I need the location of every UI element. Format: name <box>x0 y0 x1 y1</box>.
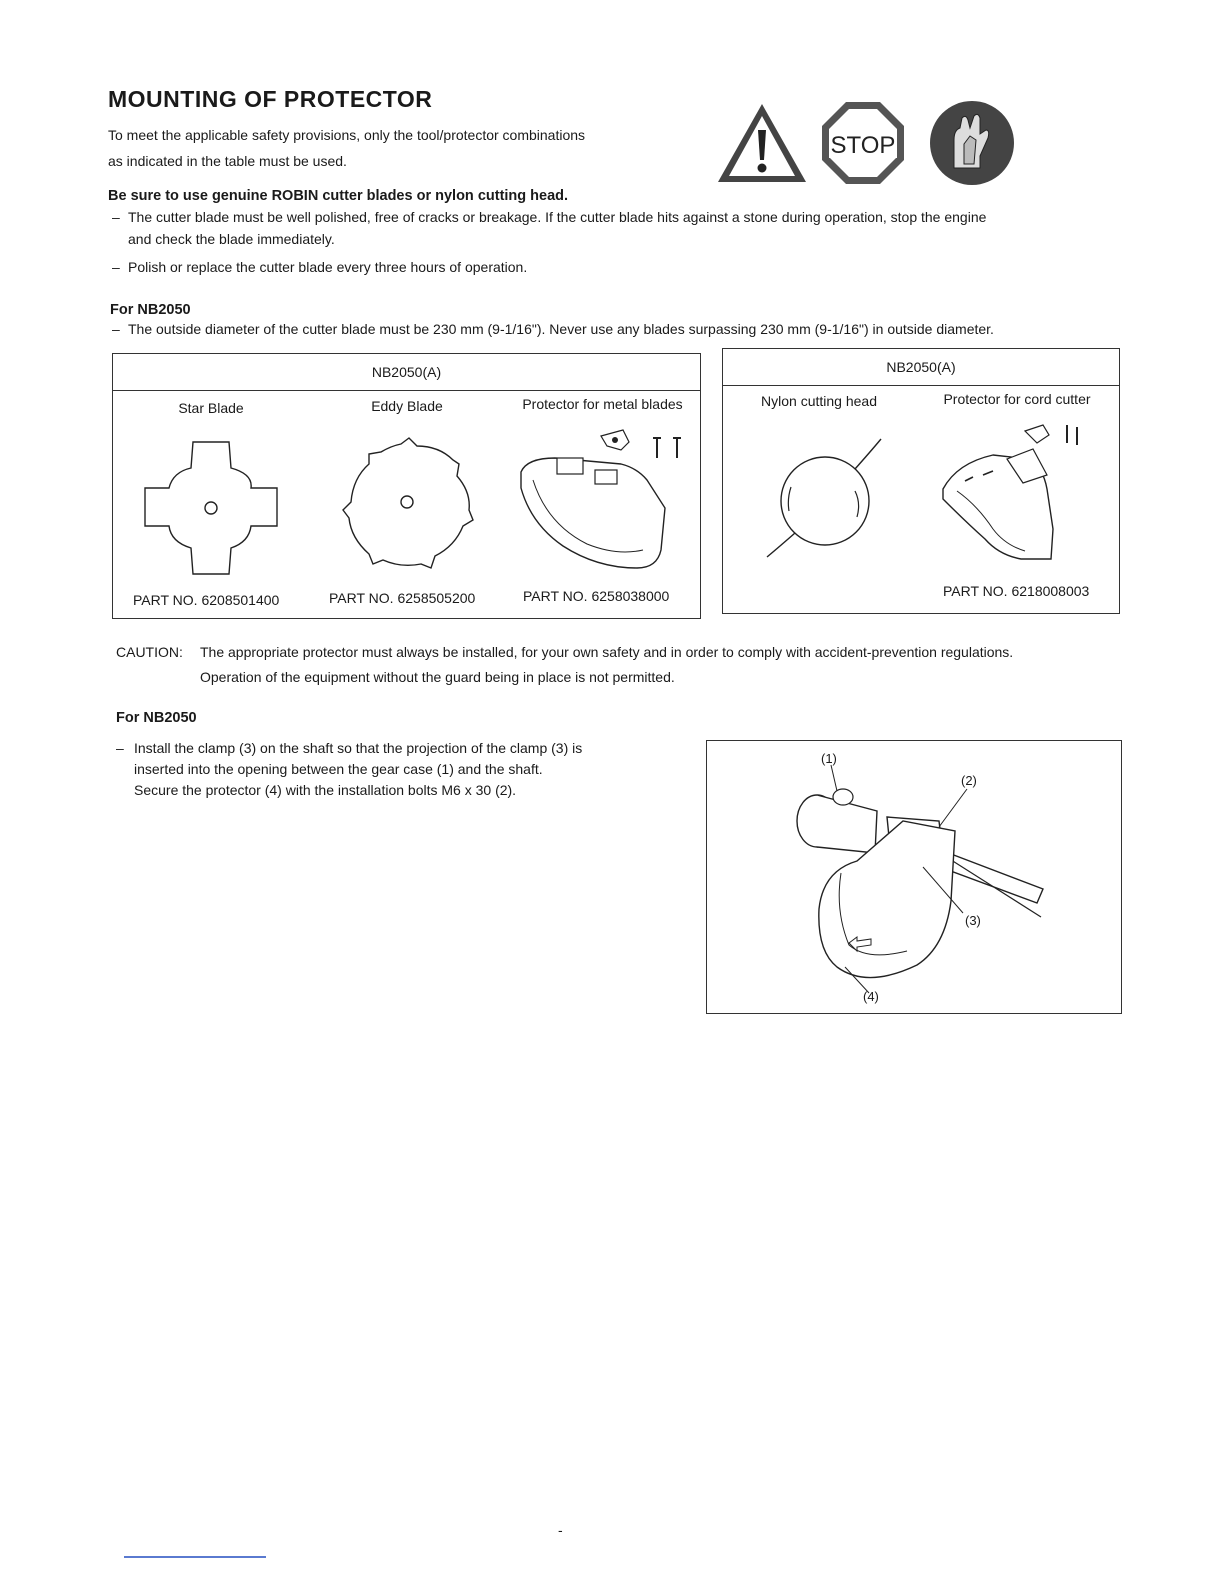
part-number-eddy-blade: PART NO. 6258505200 <box>329 590 476 606</box>
callout-4: (4) <box>863 989 879 1004</box>
parts-table-metal-blades <box>112 353 701 619</box>
safety-icons <box>718 100 1018 193</box>
bullet-line-2: and check the blade immediately. <box>128 231 335 247</box>
column-label-protector-cord: Protector for cord cutter <box>943 391 1091 407</box>
bullet-polish: – Polish or replace the cutter blade every three hours of operation. <box>112 259 528 275</box>
caution-label: CAUTION: <box>116 644 183 660</box>
stop-sign-icon <box>822 102 904 184</box>
gloves-icon <box>930 101 1014 185</box>
column-label-star-blade: Star Blade <box>178 400 244 416</box>
page-mark: - <box>558 1522 563 1538</box>
genuine-parts-notice: Be sure to use genuine ROBIN cutter blades or nylon cutting head. <box>108 188 569 204</box>
section-heading-nb2050-install: For NB2050 <box>116 710 197 726</box>
installation-diagram <box>706 740 1122 1014</box>
diameter-note-text: The outside diameter of the cutter blade must be 230 mm (9-1/16"). Never use any blades surpassing 230 mm (9-1/16") in outside diameter. <box>128 321 994 337</box>
diameter-note: – The outside diameter of the cutter blade must be 230 mm (9-1/16"). Never use any blades surpassing 230 mm (9-1/16") in outside diameter. <box>112 321 994 337</box>
bullet-blade-condition: – The cutter blade must be well polished, free of cracks or breakage. If the cutter blade hits against a stone during operation, stop the engine and check the blade immediately. <box>112 206 1112 250</box>
stop-text: STOP <box>830 132 896 159</box>
footer-rule <box>124 1556 266 1558</box>
table-header: NB2050(A) <box>113 354 700 391</box>
bullet-line-1: Polish or replace the cutter blade every three hours of operation. <box>128 259 528 275</box>
nylon-cutting-head-image <box>763 435 893 565</box>
caution-notice <box>116 640 1013 690</box>
parts-table-nylon-head <box>722 348 1120 614</box>
cord-cutter-protector-image <box>937 419 1107 569</box>
intro-line-2: as indicated in the table must be used. <box>108 153 347 169</box>
eddy-blade-image <box>339 436 479 576</box>
metal-blade-protector-image <box>517 428 693 578</box>
install-line-3: Secure the protector (4) with the installation bolts M6 x 30 (2). <box>134 782 517 798</box>
table-header: NB2050(A) <box>723 349 1119 386</box>
page-title: MOUNTING OF PROTECTOR <box>108 86 433 112</box>
callout-1: (1) <box>821 751 837 766</box>
installation-drawing <box>707 741 1121 1013</box>
column-label-nylon-head: Nylon cutting head <box>761 393 877 409</box>
star-blade-image <box>141 438 281 578</box>
part-number-protector-cord: PART NO. 6218008003 <box>943 583 1090 599</box>
install-line-2: inserted into the opening between the gear case (1) and the shaft. <box>134 761 543 777</box>
bullet-line-1: The cutter blade must be well polished, free of cracks or breakage. If the cutter blade hits against a stone during operation, stop the engine <box>128 209 987 225</box>
intro-paragraph <box>108 122 668 174</box>
warning-triangle-icon <box>718 104 806 182</box>
part-number-protector-metal: PART NO. 6258038000 <box>523 588 670 604</box>
caution-line-2: Operation of the equipment without the guard being in place is not permitted. <box>200 669 675 685</box>
callout-3: (3) <box>965 913 981 928</box>
section-heading-nb2050: For NB2050 <box>110 302 191 318</box>
install-line-1: Install the clamp (3) on the shaft so that the projection of the clamp (3) is <box>134 740 583 756</box>
caution-line-1: The appropriate protector must always be installed, for your own safety and in order to comply with accident-prevention regulations. <box>200 644 1014 660</box>
install-instructions: – Install the clamp (3) on the shaft so that the projection of the clamp (3) is inserted into the opening between the gear case (1) and the shaft. Secure the protector (4) with the installation bolts M6 x 30 (2). <box>116 738 656 801</box>
column-label-eddy-blade: Eddy Blade <box>371 398 443 414</box>
part-number-star-blade: PART NO. 6208501400 <box>133 592 280 608</box>
intro-line-1: To meet the applicable safety provisions, only the tool/protector combinations <box>108 127 586 143</box>
callout-2: (2) <box>961 773 977 788</box>
column-label-protector-metal: Protector for metal blades <box>522 396 683 412</box>
